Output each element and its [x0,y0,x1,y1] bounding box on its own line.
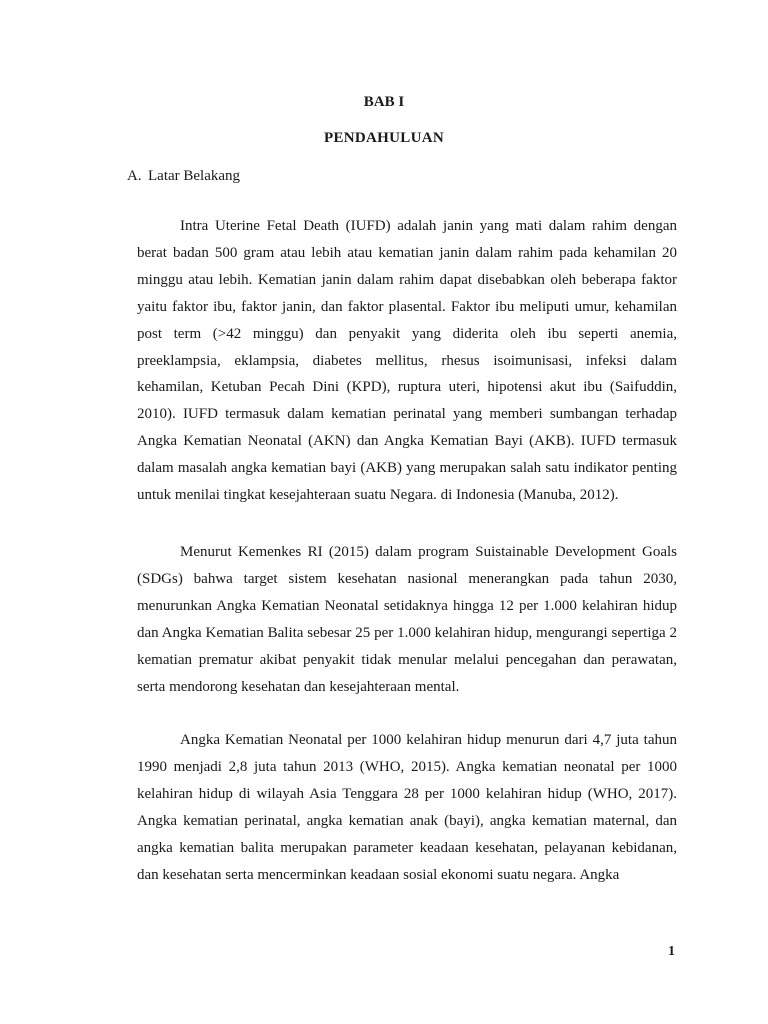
chapter-title: PENDAHULUAN [324,130,444,146]
paragraph-2: Menurut Kemenkes RI (2015) dalam program Suistainable Development Goals (SDGs) bahwa target sistem kesehatan nasional menerangkan pada tahun 2030, menurunkan Angka Kematian Neonatal setidaknya hingga 12 per 1.000 kelahiran hidup dan Angka Kematian Balita sebesar 25 per 1.000 kelahiran hidup, mengurangi sepertiga 2 kematian prematur akibat penyakit tidak menular melalui pencegahan dan perawatan, serta mendorong kesehatan dan kesejahteraan mental. [137,544,677,695]
page-number: 1 [668,944,675,959]
paragraph-3: Angka Kematian Neonatal per 1000 kelahiran hidup menurun dari 4,7 juta tahun 1990 menjadi 2,8 juta tahun 2013 (WHO, 2015). Angka kematian neonatal per 1000 kelahiran hidup di wilayah Asia Tenggara 28 per 1000 kelahiran hidup (WHO, 2017). Angka kematian perinatal, angka kematian anak (bayi), angka kematian maternal, dan angka kematian balita merupakan parameter keadaan kesehatan, pelayanan kebidanan, dan kesehatan serta mencerminkan keadaan sosial ekonomi suatu negara. Angka [137,732,677,883]
section-letter: A. [127,168,142,184]
section-title: Latar Belakang [148,168,241,184]
chapter-number: BAB I [363,94,405,110]
paragraph-1: Intra Uterine Fetal Death (IUFD) adalah janin yang mati dalam rahim dengan berat badan 500 gram atau lebih atau kematian janin dalam rahim pada kehamilan 20 minggu atau lebih. Kematian janin dalam rahim dapat disebabkan oleh beberapa faktor yaitu faktor ibu, faktor janin, dan faktor plasental. Faktor ibu meliputi umur, kehamilan post term (>42 minggu) dan penyakit yang diderita oleh ibu seperti anemia, preeklampsia, eklampsia, diabetes mellitus, rhesus isoimunisasi, infeksi dalam kehamilan, Ketuban Pecah Dini (KPD), ruptura uteri, hipotensi akut ibu (Saifuddin, 2010). IUFD termasuk dalam kematian perinatal yang memberi sumbangan terhadap Angka Kematian Neonatal (AKN) dan Angka Kematian Bayi (AKB). IUFD termasuk dalam masalah angka kematian bayi (AKB) yang merupakan salah satu indikator penting untuk menilai tingkat kesejahteraan suatu Negara. di Indonesia (Manuba, 2012). [137,218,677,504]
section-heading [127,168,240,185]
